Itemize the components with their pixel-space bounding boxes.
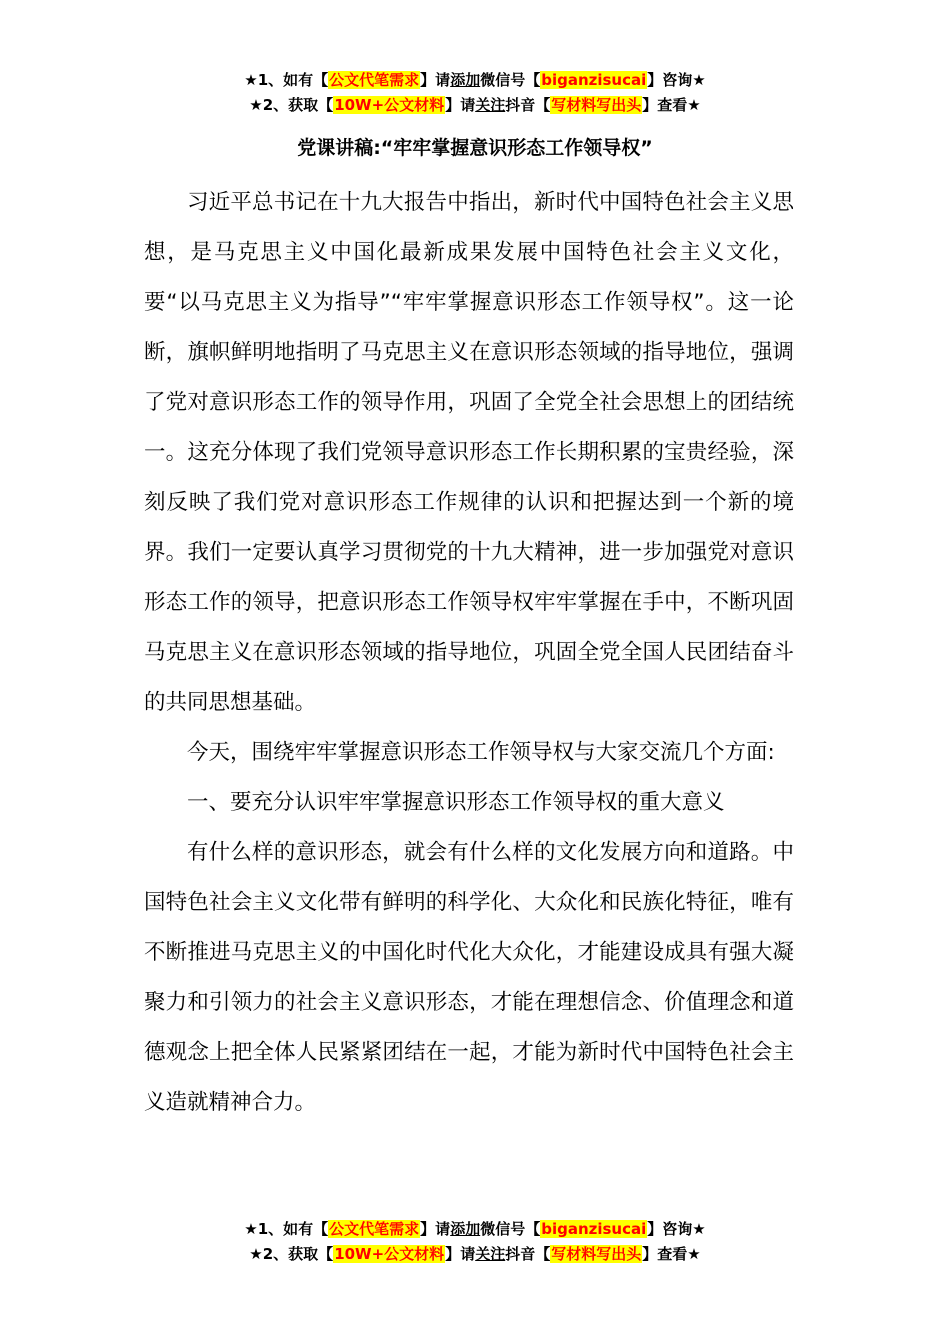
banner-text: 】咨询★ — [647, 1220, 706, 1238]
document-title: 党课讲稿:“牢牢掌握意识形态工作领导权” — [297, 137, 653, 159]
banner-line-2 — [0, 93, 950, 118]
banner-highlight: 10W+公文材料 — [334, 96, 445, 114]
banner-text: 抖音【 — [505, 1245, 551, 1263]
document-body — [144, 178, 794, 1128]
paragraph: 今天，围绕牢牢掌握意识形态工作领导权与大家交流几个方面: — [187, 740, 775, 765]
banner-text: ★2、获取【 — [249, 1245, 334, 1263]
banner-underline: 添加 — [450, 71, 481, 89]
banner-underline: 添加 — [450, 1220, 481, 1238]
banner-text: 抖音【 — [505, 96, 551, 114]
paragraph: 习近平总书记在十九大报告中指出，新时代中国特色社会主义思想，是马克思主义中国化最新成果发展中国特色社会主义文化，要“以马克思主义为指导”“牢牢掌握意识形态工作领导权”。这一论断，旗帜鲜明地指明了马克思主义在意识形态领域的指导地位，强调了党对意识形态工作的领导作用，巩固了全党全社会思想上的团结统一。这充分体现了我们党领导意识形态工作长期积累的宝贵经验，深刻反映了我们党对意识形态工作规律的认识和把握达到一个新的境界。我们一定要认真学习贯彻党的十九大精神，进一步加强党对意识形态工作的领导，把意识形态工作领导权牢牢掌握在手中，不断巩固马克思主义在意识形态领域的指导地位，巩固全党全国人民团结奋斗的共同思想基础。 — [144, 190, 794, 715]
banner-text: 微信号【 — [480, 1220, 541, 1238]
banner-text: 微信号【 — [480, 71, 541, 89]
banner-highlight: 写材料写出头 — [551, 96, 642, 114]
banner-highlight: biganzisucai — [541, 1220, 647, 1238]
header-banner — [0, 68, 950, 118]
banner-text: ★1、如有【 — [244, 1220, 329, 1238]
banner-underline: 关注 — [475, 1245, 506, 1263]
banner-text: 】请 — [420, 1220, 451, 1238]
banner-text: ★1、如有【 — [244, 71, 329, 89]
banner-highlight: 10W+公文材料 — [334, 1245, 445, 1263]
banner-text: 】请 — [420, 71, 451, 89]
banner-highlight: 写材料写出头 — [551, 1245, 642, 1263]
banner-text: 】请 — [445, 96, 476, 114]
banner-text: 】查看★ — [642, 1245, 701, 1263]
banner-text: 】咨询★ — [647, 71, 706, 89]
paragraph: 有什么样的意识形态，就会有什么样的文化发展方向和道路。中国特色社会主义文化带有鲜明的科学化、大众化和民族化特征，唯有不断推进马克思主义的中国化时代化大众化，才能建设成具有强大凝聚力和引领力的社会主义意识形态，才能在理想信念、价值理念和道德观念上把全体人民紧紧团结在一起，才能为新时代中国特色社会主义造就精神合力。 — [144, 840, 794, 1115]
banner-line-1 — [0, 1217, 950, 1242]
banner-line-2 — [0, 1242, 950, 1267]
banner-highlight: 公文代笔需求 — [329, 71, 420, 89]
banner-highlight: biganzisucai — [541, 71, 647, 89]
banner-text: 】请 — [445, 1245, 476, 1263]
banner-text: 】查看★ — [642, 96, 701, 114]
footer-banner — [0, 1217, 950, 1267]
banner-underline: 关注 — [475, 96, 506, 114]
section-heading: 一、要充分认识牢牢掌握意识形态工作领导权的重大意义 — [187, 790, 725, 815]
banner-highlight: 公文代笔需求 — [329, 1220, 420, 1238]
banner-line-1 — [0, 68, 950, 93]
banner-text: ★2、获取【 — [249, 96, 334, 114]
